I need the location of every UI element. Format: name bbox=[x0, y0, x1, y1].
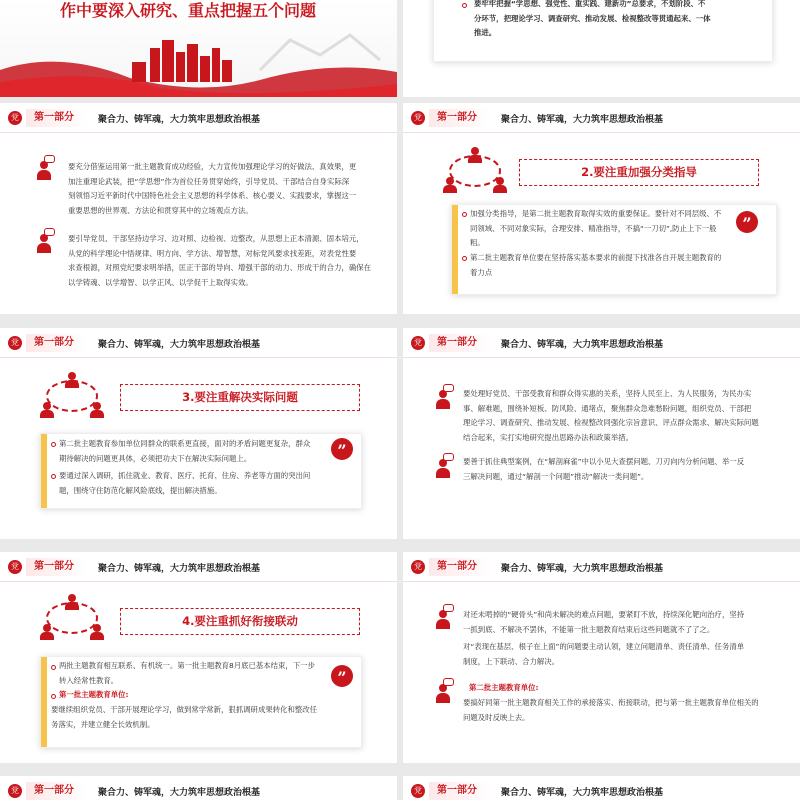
text-line: 问题及时反映上去。 bbox=[463, 712, 530, 722]
slide-6 bbox=[403, 328, 800, 539]
text-line: 加强分类指导，是第二批主题教育取得实效的重要保证。要针对不同层级、不 bbox=[470, 209, 722, 218]
content-card bbox=[433, 0, 773, 62]
slide-title: 聚合力、铸军魂，大力筑牢思想政治根基 bbox=[501, 115, 664, 125]
text-line: 理论学习、调查研究、推动发展、检视整改同强化宗旨意识、评点群众需求、解决实际问题 bbox=[463, 418, 759, 427]
paragraph-2 bbox=[463, 455, 789, 484]
slide-header bbox=[403, 103, 800, 133]
team-meeting-icon bbox=[40, 594, 104, 642]
content-card bbox=[40, 433, 362, 509]
content-card bbox=[451, 204, 777, 295]
text-line: 务落实，并建立健全长效机制。 bbox=[51, 719, 155, 729]
bullet-icon bbox=[51, 665, 56, 670]
bullet-icon bbox=[462, 3, 467, 8]
slide-7 bbox=[0, 552, 397, 763]
slide-title: 聚合力、铸军魂，大力筑牢思想政治根基 bbox=[501, 340, 664, 350]
slide-header bbox=[403, 552, 800, 582]
text-line: 要牢牢把握“学思想、强党性、重实践、建新功”总要求，不划阶段、不 bbox=[474, 0, 706, 8]
content-card bbox=[40, 656, 362, 748]
card-accent-bar bbox=[41, 434, 47, 508]
text-line: 两批主题教育相互联系、有机统一。第一批主题教育8月底已基本结束，下一步 bbox=[59, 661, 315, 670]
slide-banner bbox=[0, 0, 397, 97]
text-line: 要通过深入调研，抓住就业、教育、医疗、托育、住房、养老等方面的突出问 bbox=[59, 471, 311, 480]
slide-3 bbox=[0, 103, 397, 314]
slide-title: 聚合力、铸军魂，大力筑牢思想政治根基 bbox=[98, 564, 261, 574]
bullet-icon bbox=[51, 694, 56, 699]
party-emblem-icon: 党 bbox=[8, 784, 22, 798]
slide-2 bbox=[403, 0, 800, 97]
speaker-person-icon bbox=[435, 684, 451, 704]
speech-bubble-icon bbox=[443, 384, 454, 392]
speech-bubble-icon bbox=[443, 604, 454, 612]
speaker-person-icon bbox=[36, 234, 52, 254]
paragraph-1 bbox=[463, 387, 789, 445]
text-line: 着力点 bbox=[470, 267, 493, 277]
slide-title: 聚合力、铸军魂，大力筑牢思想政治根基 bbox=[98, 115, 261, 125]
text-line: 要继续组织党员、干部开展理论学习，做到常学常新，狠抓调研成果转化和整改任 bbox=[51, 705, 318, 714]
text-line: 期待解决的问题更具体，必须把功夫下在解决实际问题上。 bbox=[59, 453, 252, 463]
party-emblem-icon: 党 bbox=[411, 784, 425, 798]
part-label: 第一部分 bbox=[429, 782, 491, 800]
speaker-person-icon bbox=[435, 459, 451, 479]
slide-header bbox=[0, 103, 397, 133]
part-label: 第一部分 bbox=[429, 109, 491, 127]
paragraph-1 bbox=[59, 659, 331, 688]
slide-header bbox=[0, 776, 397, 800]
party-emblem-icon: 党 bbox=[8, 336, 22, 350]
slide-heading: 作中要深入研究、重点把握五个问题 bbox=[60, 1, 317, 20]
section-title: 4.要注重抓好衔接联动 bbox=[120, 608, 360, 635]
section-title: 3.要注重解决实际问题 bbox=[120, 384, 360, 411]
part-label: 第一部分 bbox=[26, 109, 88, 127]
paragraph-2 bbox=[463, 640, 789, 669]
text-line: 加注重理论武装，把“学思想”作为首位任务贯穿始终，引导党员、干部结合自身实际深 bbox=[68, 176, 350, 186]
quote-icon: ” bbox=[736, 211, 758, 233]
text-line: 一抓到底、不解决不罢休，不能第一批主题教育结束后这些问题就不了了之。 bbox=[463, 624, 715, 634]
party-emblem-icon: 党 bbox=[411, 560, 425, 574]
text-line: 重要思想的世界观、方法论和贯穿其中的立场观点方法。 bbox=[68, 205, 253, 215]
paragraph-1 bbox=[59, 437, 329, 466]
bullet-icon bbox=[51, 474, 56, 479]
text-line: 结合起来，实打实地研究提出思路办法和政策举措。 bbox=[463, 432, 633, 442]
text-line: 第二批主题教育单位要在坚持落实基本要求的前提下找准各自开展主题教育的 bbox=[470, 253, 722, 262]
slide-header bbox=[403, 328, 800, 358]
speaker-person-icon bbox=[36, 161, 52, 181]
slide-title: 聚合力、铸军魂，大力筑牢思想政治根基 bbox=[501, 564, 664, 574]
section-title: 2.要注重加强分类指导 bbox=[519, 159, 759, 186]
speech-bubble-icon bbox=[44, 228, 55, 236]
text-line: 制度，上下联动、合力解决。 bbox=[463, 656, 560, 666]
card-accent-bar bbox=[41, 657, 47, 747]
part-label: 第一部分 bbox=[429, 558, 491, 576]
paragraph-1 bbox=[470, 207, 732, 251]
text-line: 要处理好党员、干部受教育和群众得实惠的关系，坚持人民至上、为人民服务，为民办实 bbox=[463, 389, 752, 398]
paragraph-2 bbox=[59, 469, 329, 498]
paragraph-2 bbox=[470, 251, 732, 280]
text-line: 求查根源，对照党纪要求明举措，匡正干部的导向、增强干部的动力、形成干的合力，确保在 bbox=[68, 263, 372, 272]
speech-bubble-icon bbox=[443, 678, 454, 686]
slide-header bbox=[0, 328, 397, 358]
slide-title: 聚合力、铸军魂，大力筑牢思想政治根基 bbox=[98, 788, 261, 798]
part-label: 第一部分 bbox=[26, 558, 88, 576]
text-line: 从党的科学理论中悟规律、明方向、学方法、增智慧，对标党风要求找差距，对表党性要 bbox=[68, 248, 357, 258]
slide-5 bbox=[0, 328, 397, 539]
paragraph-1 bbox=[68, 160, 386, 218]
text-line: 推进。 bbox=[474, 28, 497, 37]
slide-9-partial bbox=[0, 776, 397, 800]
paragraph-3 bbox=[463, 696, 789, 725]
card-accent-bar bbox=[452, 205, 458, 294]
text-line: 以学铸魂、以学增智、以学正风、以学促干上取得实效。 bbox=[68, 277, 253, 287]
speaker-person-icon bbox=[435, 390, 451, 410]
text-line: 对还未啃掉的“硬骨头”和尚未解决的难点问题，要紧盯不放，持续深化靶向治疗，坚持 bbox=[463, 610, 745, 619]
quote-icon: ” bbox=[331, 665, 353, 687]
text-line: 同领域、不同对象实际，合理安排、精准指导，不搞“一刀切”,防止上下一般 bbox=[470, 223, 717, 233]
speaker-person-icon bbox=[435, 610, 451, 630]
bullet-icon bbox=[462, 256, 467, 261]
speech-bubble-icon bbox=[44, 155, 55, 163]
slide-8 bbox=[403, 552, 800, 763]
party-emblem-icon: 党 bbox=[8, 111, 22, 125]
text-line: 事、解难题，围绕补短板、防风险、通堵点，聚焦群众急难愁盼问题，组织党员、干部把 bbox=[463, 403, 752, 413]
text-line: 要搞好同第一批主题教育相关工作的承接落实、衔接联动，把与第一批主题教育单位相关的 bbox=[463, 698, 759, 707]
party-emblem-icon: 党 bbox=[411, 336, 425, 350]
text-line: 第二批主题教育参加单位同群众的联系更直接，面对的矛盾问题更复杂，群众 bbox=[59, 439, 311, 448]
text-line: 要善于抓住典型案例，在“解剖麻雀”中以小见大查摆问题、刀刃向内分析问题、举一反 bbox=[463, 457, 745, 466]
part-label: 第一部分 bbox=[26, 334, 88, 352]
bullet-icon bbox=[462, 212, 467, 217]
slide-10-partial bbox=[403, 776, 800, 800]
part-label: 第一部分 bbox=[429, 334, 491, 352]
team-meeting-icon bbox=[40, 372, 104, 420]
slide-title: 聚合力、铸军魂，大力筑牢思想政治根基 bbox=[501, 788, 664, 798]
team-meeting-icon bbox=[443, 147, 507, 195]
text-line: 三解决问题，通过“解剖一个问题”推动“解决一类问题”。 bbox=[463, 471, 649, 481]
sub-heading: 第二批主题教育单位: bbox=[469, 683, 539, 692]
text-line: 要充分借鉴运用第一批主题教育成功经验，大力宣传加强理论学习的好做法、真效果，更 bbox=[68, 162, 357, 171]
part-label: 第一部分 bbox=[26, 782, 88, 800]
paragraph-2 bbox=[68, 232, 386, 290]
text-line: 要引导党员、干部坚持边学习、边对照、边检视、边整改，从思想上正本清源、固本培元， bbox=[68, 234, 364, 243]
city-skyline-icon bbox=[0, 0, 397, 97]
speech-bubble-icon bbox=[443, 453, 454, 461]
paragraph-1 bbox=[463, 608, 789, 637]
text-line: 分环节，把理论学习、调查研究、推动发展、检视整改等贯通起来、一体 bbox=[474, 13, 711, 23]
text-line: 刻领悟习近平新时代中国特色社会主义思想的科学体系、核心要义、实践要求，掌握这一 bbox=[68, 191, 357, 200]
quote-icon: ” bbox=[331, 438, 353, 460]
party-emblem-icon: 党 bbox=[411, 111, 425, 125]
slide-header bbox=[403, 776, 800, 800]
paragraph-2 bbox=[51, 703, 331, 732]
text-line: 粗。 bbox=[470, 238, 485, 247]
slide-header bbox=[0, 552, 397, 582]
text-line: 转入经常性教育。 bbox=[59, 675, 119, 685]
party-emblem-icon: 党 bbox=[8, 560, 22, 574]
slide-title: 聚合力、铸军魂，大力筑牢思想政治根基 bbox=[98, 340, 261, 350]
text-line: 对“表现在基层、根子在上面”的问题要主动认领，建立问题清单、责任清单、任务清单 bbox=[463, 642, 745, 651]
slide-4 bbox=[403, 103, 800, 314]
paragraph bbox=[474, 0, 764, 41]
bullet-icon bbox=[51, 442, 56, 447]
text-line: 题，围绕守住防范化解风险底线，提出解决措施。 bbox=[59, 485, 222, 495]
sub-heading: 第一批主题教育单位: bbox=[59, 690, 129, 699]
